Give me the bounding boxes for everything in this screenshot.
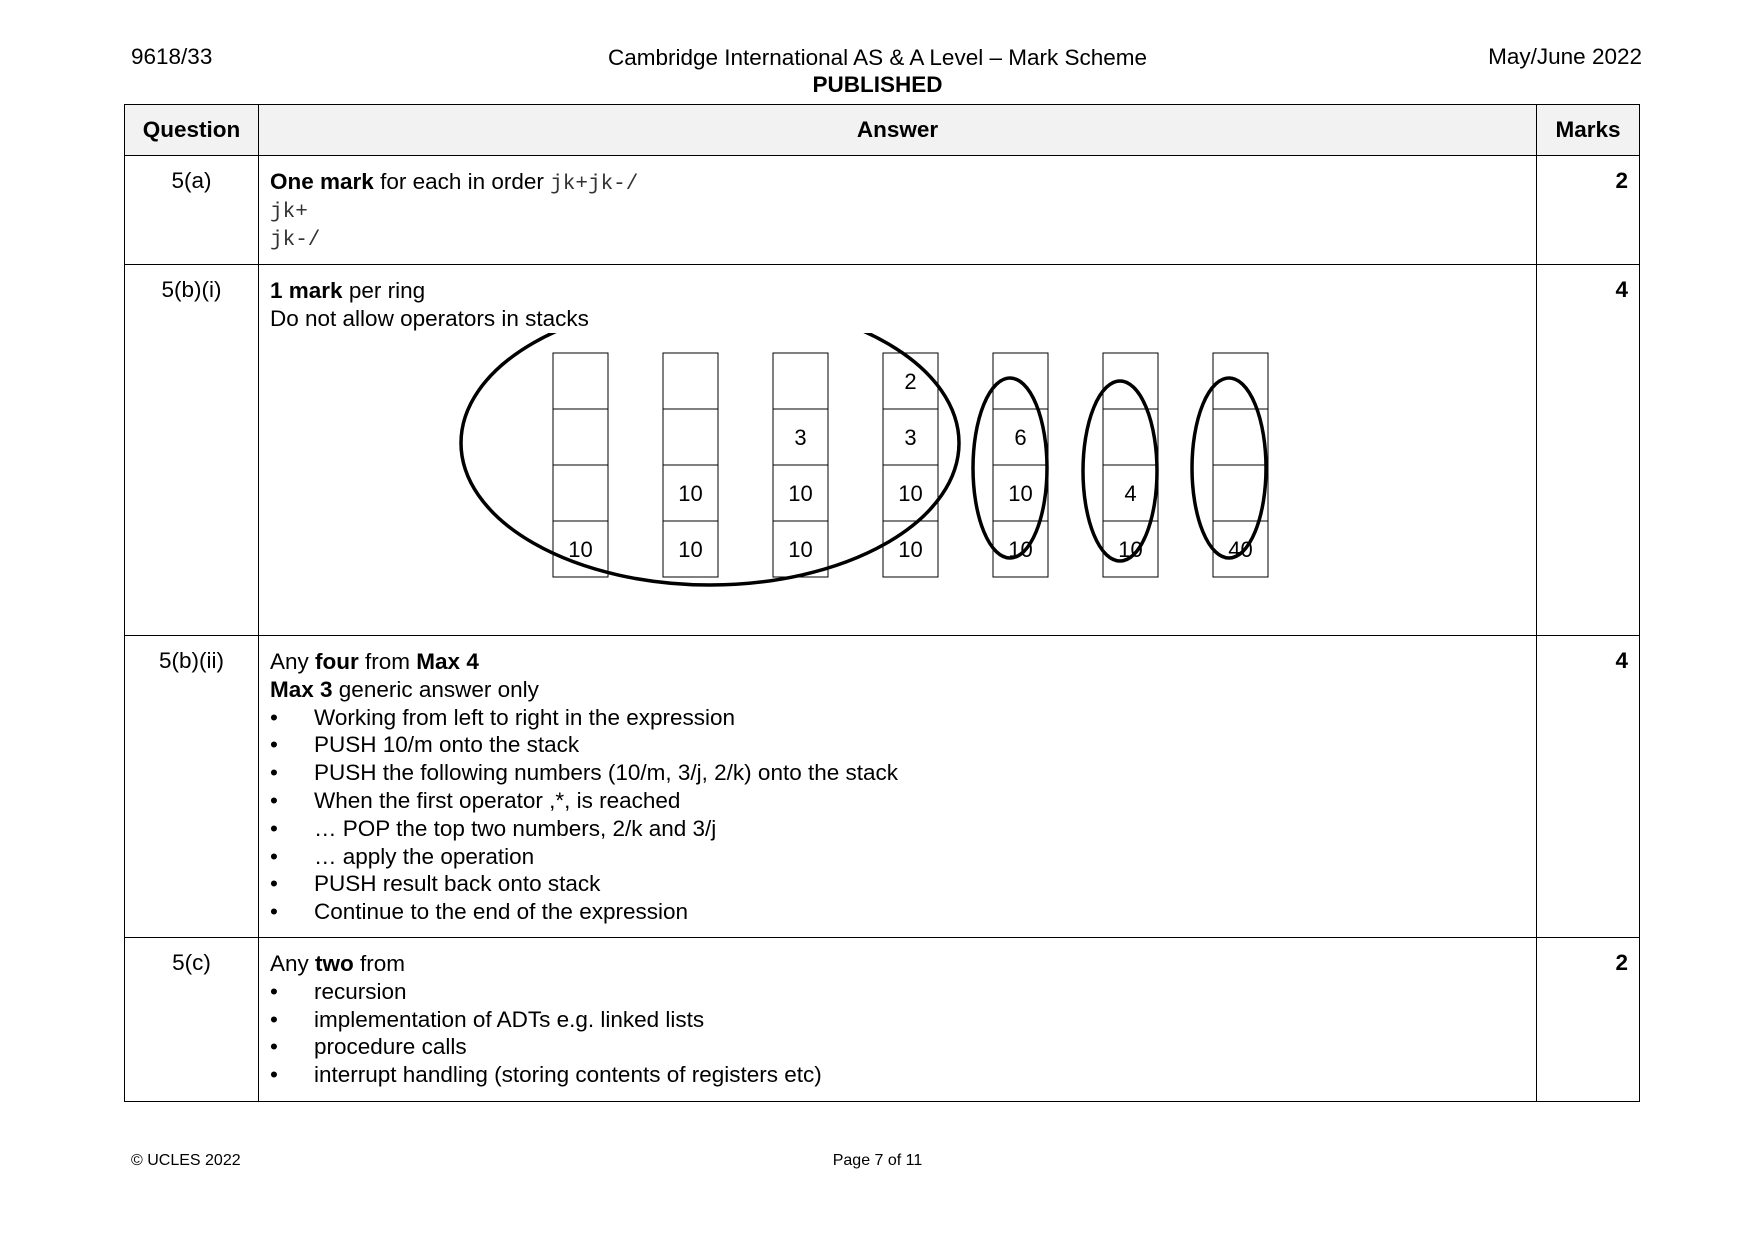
list-item: • PUSH 10/m onto the stack bbox=[270, 731, 1525, 759]
list-item: • PUSH the following numbers (10/m, 3/j, 2/k) onto the stack bbox=[270, 759, 1525, 787]
published-label: PUBLISHED bbox=[812, 72, 943, 97]
marks-value: 4 bbox=[1537, 265, 1640, 636]
table-header-row bbox=[125, 105, 1640, 156]
document-title: Cambridge International AS & A Level – Mark Scheme bbox=[607, 45, 1148, 70]
ring-annotation bbox=[461, 333, 959, 585]
answer-cell bbox=[259, 937, 1537, 1101]
stack-cell bbox=[773, 353, 828, 409]
stack-value: 2 bbox=[904, 368, 917, 394]
stack-value: 3 bbox=[794, 424, 807, 450]
question-number: 5(c) bbox=[125, 937, 259, 1101]
stack-value: 10 bbox=[898, 536, 923, 562]
stack-value: 6 bbox=[1014, 424, 1027, 450]
mark-scheme-table bbox=[124, 104, 1640, 1102]
paper-code: 9618/33 bbox=[131, 44, 213, 69]
question-number: 5(a) bbox=[125, 156, 259, 265]
stack-value: 10 bbox=[898, 480, 923, 506]
answer-cell bbox=[259, 265, 1537, 636]
list-item: • implementation of ADTs e.g. linked lists bbox=[270, 1006, 1525, 1034]
list-item: • interrupt handling (storing contents of registers etc) bbox=[270, 1061, 1525, 1089]
question-number: 5(b)(i) bbox=[125, 265, 259, 636]
list-item: • … apply the operation bbox=[270, 843, 1525, 871]
stack-value: 10 bbox=[678, 536, 703, 562]
table-row-5c bbox=[125, 937, 1640, 1101]
list-item: • … POP the top two numbers, 2/k and 3/j bbox=[270, 815, 1525, 843]
marks-value: 2 bbox=[1537, 937, 1640, 1101]
stack-cell bbox=[663, 353, 718, 409]
stack-cell bbox=[1103, 353, 1158, 409]
ring-annotation bbox=[973, 378, 1047, 558]
stack-value: 10 bbox=[1118, 536, 1143, 562]
stack-diagram-svg bbox=[270, 333, 1520, 625]
list-item: • Continue to the end of the expression bbox=[270, 898, 1525, 926]
question-column-header: Question bbox=[125, 105, 259, 156]
stack-value: 3 bbox=[904, 424, 917, 450]
ring-annotation bbox=[1192, 378, 1266, 558]
stack-cell bbox=[553, 409, 608, 465]
table-row-5bi bbox=[125, 265, 1640, 636]
stack-cell bbox=[553, 353, 608, 409]
list-item: • procedure calls bbox=[270, 1033, 1525, 1061]
stack-value: 10 bbox=[678, 480, 703, 506]
table-row-5bii bbox=[125, 635, 1640, 937]
stack-cell bbox=[663, 409, 718, 465]
answer-line: Any four from Max 4 bbox=[270, 648, 479, 674]
answer-line: 1 mark per ring bbox=[270, 278, 426, 304]
marks-value: 4 bbox=[1537, 635, 1640, 937]
code-expression: jk+jk-/ bbox=[550, 173, 639, 196]
answer-line: Any two from bbox=[270, 950, 406, 976]
list-item: • When the first operator ,*, is reached bbox=[270, 787, 1525, 815]
stack-value: 10 bbox=[1008, 480, 1033, 506]
stack-value: 40 bbox=[1228, 536, 1253, 562]
stack-diagram bbox=[270, 333, 1525, 625]
list-item: • PUSH result back onto stack bbox=[270, 870, 1525, 898]
exam-session: May/June 2022 bbox=[1488, 44, 1642, 69]
stack-value: 10 bbox=[788, 480, 813, 506]
code-line: jk-/ bbox=[270, 228, 321, 252]
ring-annotation bbox=[1083, 381, 1157, 561]
stack-value: 10 bbox=[1008, 536, 1033, 562]
stack-value: 10 bbox=[568, 536, 593, 562]
answer-cell bbox=[259, 635, 1537, 937]
code-line: jk+ bbox=[270, 200, 308, 224]
bullet-list bbox=[270, 978, 1525, 1089]
answer-line: One mark for each in order jk+jk-/ bbox=[270, 169, 639, 196]
bullet-list bbox=[270, 704, 1525, 926]
answer-column-header: Answer bbox=[259, 105, 1537, 156]
answer-line: Max 3 generic answer only bbox=[270, 676, 539, 702]
stack-cell bbox=[553, 465, 608, 521]
stack-value: 4 bbox=[1124, 480, 1137, 506]
question-number: 5(b)(ii) bbox=[125, 635, 259, 937]
answer-line: Do not allow operators in stacks bbox=[270, 306, 589, 332]
marks-value: 2 bbox=[1537, 156, 1640, 265]
list-item: • Working from left to right in the expression bbox=[270, 704, 1525, 732]
marks-column-header: Marks bbox=[1537, 105, 1640, 156]
copyright: © UCLES 2022 bbox=[131, 1152, 241, 1169]
stack-value: 10 bbox=[788, 536, 813, 562]
list-item: • recursion bbox=[270, 978, 1525, 1006]
table-row-5a bbox=[125, 156, 1640, 265]
answer-cell bbox=[259, 156, 1537, 265]
page-number: Page 7 of 11 bbox=[832, 1152, 923, 1169]
